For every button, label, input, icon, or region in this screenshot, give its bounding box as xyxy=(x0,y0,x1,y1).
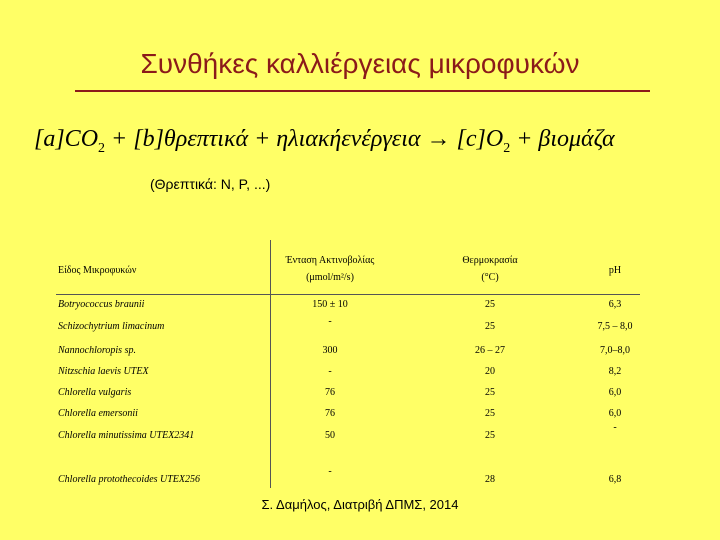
temperature-cell: 26 – 27 xyxy=(475,345,505,356)
header-irradiance-unit: (μmol/m²/s) xyxy=(306,272,354,283)
header-temperature-unit: (°C) xyxy=(481,272,499,283)
temperature-cell: 25 xyxy=(485,408,495,419)
equation-subscript-1: 2 xyxy=(98,140,106,156)
temperature-cell: 25 xyxy=(485,430,495,441)
species-cell: Botryococcus braunii xyxy=(58,299,145,310)
ph-cell: 7,0–8,0 xyxy=(600,345,630,356)
header-species: Είδος Μικροφυκών xyxy=(58,265,137,276)
header-irradiance xyxy=(270,252,390,286)
slide-title: Συνθήκες καλλιέργειας μικροφυκών xyxy=(140,48,580,79)
header-ph: pH xyxy=(608,265,622,276)
temperature-cell: 25 xyxy=(485,321,495,332)
species-cell: Chlorella emersonii xyxy=(58,408,138,419)
footer-citation: Σ. Δαμήλος, Διατριβή ΔΠΜΣ, 2014 xyxy=(261,497,459,512)
equation-part-a: [a]CO xyxy=(34,126,99,152)
species-cell: Schizochytrium limacinum xyxy=(58,321,165,332)
ph-cell: 6,0 xyxy=(608,408,622,419)
irradiance-cell: 150 ± 10 xyxy=(312,299,348,310)
irradiance-cell: 300 xyxy=(322,345,338,356)
irradiance-cell: 76 xyxy=(325,387,335,398)
irradiance-cell: - xyxy=(328,466,332,477)
ph-cell: 7,5 – 8,0 xyxy=(597,321,633,332)
nutrients-note: (Θρεπτικά: N, P, ...) xyxy=(150,176,271,192)
temperature-cell: 25 xyxy=(485,299,495,310)
irradiance-cell: 50 xyxy=(325,430,335,441)
species-cell: Chlorella minutissima UTEX2341 xyxy=(58,430,195,441)
photosynthesis-equation xyxy=(34,126,615,157)
header-temperature xyxy=(440,252,540,286)
species-cell: Nitzschia laevis UTEX xyxy=(58,366,149,377)
ph-cell: 6,0 xyxy=(608,387,622,398)
ph-cell: 6,3 xyxy=(608,299,622,310)
equation-part-b: + [b]θρεπτικά + ηλιακήενέργεια → [c]O xyxy=(105,126,504,152)
table-header-divider xyxy=(56,294,640,295)
temperature-cell: 20 xyxy=(485,366,495,377)
irradiance-cell: - xyxy=(328,366,332,377)
species-cell: Chlorella protothecoides UTEX256 xyxy=(58,474,201,485)
equation-part-tail: + βιομάζα xyxy=(510,126,615,152)
ph-cell: - xyxy=(613,422,617,433)
irradiance-cell: 76 xyxy=(325,408,335,419)
temperature-cell: 28 xyxy=(485,474,495,485)
species-cell: Nannochloropis sp. xyxy=(58,345,136,356)
header-irradiance-label: Ένταση Ακτινοβολίας xyxy=(285,255,375,266)
irradiance-cell: - xyxy=(328,316,332,327)
ph-cell: 8,2 xyxy=(608,366,622,377)
header-temperature-label: Θερμοκρασία xyxy=(462,255,518,266)
title-underline xyxy=(75,90,650,92)
temperature-cell: 25 xyxy=(485,387,495,398)
ph-cell: 6,8 xyxy=(608,474,622,485)
species-cell: Chlorella vulgaris xyxy=(58,387,132,398)
equation-subscript-2: 2 xyxy=(503,140,511,156)
